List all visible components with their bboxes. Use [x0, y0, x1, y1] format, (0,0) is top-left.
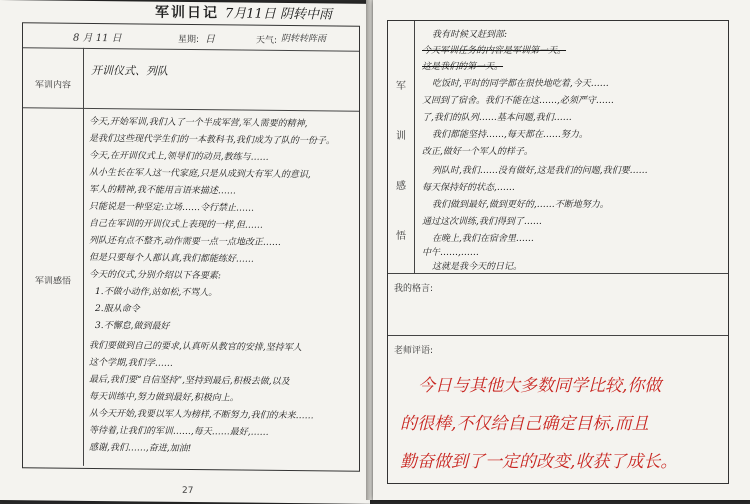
teacher-comment-line: 的很棒,不仅给自己确定目标,而且 [400, 414, 649, 434]
feeling-line-crossed: 这是我们的第一天。 [422, 62, 504, 72]
content-label: 军训内容 [35, 80, 72, 91]
vertical-label-char: 感 [396, 181, 406, 192]
feeling-line: 3.不懈怠,做到最好 [95, 320, 170, 332]
motto-label: 我的格言: [394, 284, 434, 294]
date-field: 8 月 11 日 [73, 32, 122, 45]
weekday-value: 日 [205, 34, 215, 46]
feeling-line: 今天,在开训仪式上,领导们的动员,教练与…… [89, 150, 269, 163]
feeling-line: 中午……,…… [422, 248, 479, 258]
left-page [0, 0, 370, 504]
feeling-line: 吃饭时,平时的同学都在很快地吃着,今天…… [432, 79, 609, 89]
feeling-line-underlined [422, 214, 722, 227]
divider [23, 107, 359, 112]
feeling-line: 1.不做小动作,站如松,不骂人。 [95, 286, 218, 299]
vertical-label-char: 军 [396, 81, 406, 92]
feeling-line: 列队还有点不整齐,动作需要一点一点地改正…… [89, 235, 281, 248]
feeling-line: 是我们这些现代学生们的一本教科书,我们成为了队的一份子。 [89, 133, 335, 147]
right-table [387, 20, 729, 484]
feeling-line: 今天的仪式,分别介绍以下各要素: [89, 269, 221, 282]
feeling-line: 今天,开始军训,我们入了一个半成军营,军人需要的精神, [89, 116, 308, 130]
label-column-divider [83, 48, 84, 466]
diary-title: 军训日记 [155, 4, 219, 22]
feeling-line: 从今天开始,我要以军人为榜样,不断努力,我们的未来…… [89, 408, 314, 422]
feeling-line: 军人的精神,我不能用言语来描述…… [89, 184, 236, 197]
feeling-label: 军训感悟 [35, 276, 72, 287]
feeling-line: 这就是我今天的日记。 [432, 262, 523, 272]
feeling-line: 等待着,让我们的军训……,每天……最好,…… [89, 425, 269, 438]
weather-value: 阴转转阵雨 [281, 33, 327, 45]
feeling-line-crossed: 今天军训任务的内容是军训第一天。 [422, 46, 567, 56]
teacher-comment-line: 今日与其他大多数同学比较,你做 [418, 376, 662, 396]
underlined-text: 通过这次训练,我们得到了…… [422, 217, 542, 227]
feeling-line: 但是只要每个人都认真,我们都能练好…… [89, 252, 254, 265]
teacher-comment-label: 老师评语: [394, 346, 434, 356]
handwritten-date: 7月11日 阴转中雨 [225, 6, 332, 23]
vertical-label-char: 悟 [396, 231, 406, 242]
feeling-line: 我有时候又赶到部: [432, 30, 508, 40]
content-value: 开训仪式、列队 [91, 63, 168, 78]
weekday-label: 星期: [178, 34, 200, 46]
page-number: 27 [182, 485, 194, 497]
divider [388, 335, 728, 336]
feeling-line: 这个学期,我们学…… [89, 357, 173, 369]
feeling-line: 感谢,我们……,奋进,加油! [89, 442, 192, 455]
left-table [22, 22, 360, 472]
feeling-line: 从小生长在军人这一代家庭,只是从成到大有军人的意识, [89, 167, 311, 181]
feeling-line: 2.服从命令 [95, 303, 140, 315]
feeling-line: 列队时,我们……没有做好,这是我们的问题,我们要…… [432, 166, 648, 176]
label-column-divider [414, 21, 415, 273]
divider [388, 273, 728, 274]
feeling-line: 在晚上,我们在宿舍里…… [432, 234, 534, 244]
vertical-label-char: 训 [396, 131, 406, 142]
feeling-line: 最后,我们要“自信坚持”,坚持到最后,积极去做,以及 [89, 374, 290, 388]
feeling-line: 我们都能坚持……,每天都在……努力。 [432, 130, 588, 140]
feeling-line: 改正,做好一个军人的样子。 [422, 147, 533, 157]
divider [23, 47, 359, 52]
right-page [373, 0, 750, 500]
feeling-line: 我们做到最好,做到更好的,……不断地努力。 [432, 200, 609, 210]
feeling-line: 只能说是一种坚定:立场……令行禁止…… [89, 201, 255, 214]
feeling-line: 每天训练中,努力做到最好,积极向上。 [89, 391, 239, 404]
feeling-line: 每天保持好的状态,…… [422, 183, 515, 193]
feeling-line: 又回到了宿舍。我们不能在这……,必须严守…… [422, 96, 614, 106]
feeling-line: 了,我们的队列……基本问题,我们…… [422, 113, 572, 123]
feeling-line: 自己在军训的开训仪式上表现的一样,但…… [89, 218, 263, 231]
feeling-line: 我们要做到自己的要求,认真听从教官的安排,坚持军人 [89, 340, 302, 354]
weather-label: 天气: [256, 35, 278, 46]
teacher-comment-line: 勤奋做到了一定的改变,收获了成长。 [400, 452, 678, 472]
